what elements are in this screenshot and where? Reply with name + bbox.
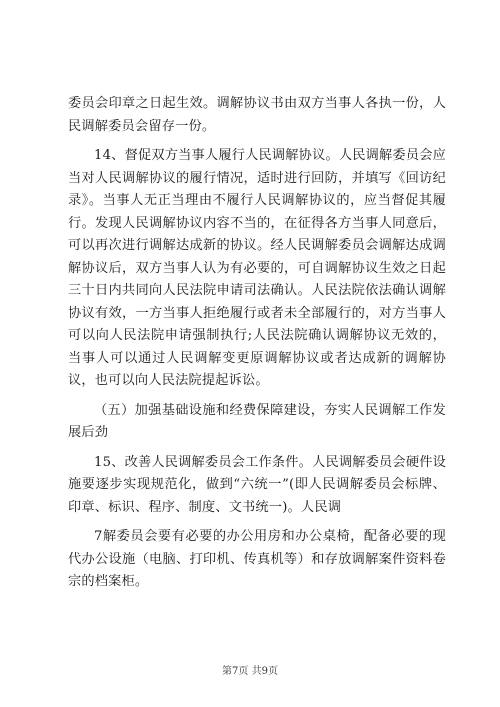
paragraph-item-15: 15、改善人民调解委员会工作条件。人民调解委员会硬件设施要逐步实现规范化，做到“六统一”(即人民调解委员会标牌、印章、标识、程序、制度、文书统一)。人民调 bbox=[68, 454, 446, 515]
paragraph-continuation: 委员会印章之日起生效。调解协议书由双方当事人各执一份，人民调解委员会留存一份。 bbox=[68, 96, 446, 134]
document-body bbox=[68, 93, 446, 594]
paragraph-item-14: 14、督促双方当事人履行人民调解协议。人民调解委员会应当对人民调解协议的履行情况，适时进行回防，并填写《回访纪录》。当事人无正当理由不履行人民调解协议的，应当督促其履行。发现人民调解协议内容不当的，在征得各方当事人同意后，可以再次进行调解达成新的协议。经人民调解委员会调解达成调解协议后，双方当事人认为有必要的，可自调解协议生效之日起三十日内共同向人民法院申请司法确认。人民法院依法确认调解协议有效，一方当事人拒绝履行或者未全部履行的，对方当事人可以向人民法院申请强制执行;人民法院确认调解协议无效的，当事人可以通过人民调解变更原调解协议或者达成新的调解协议，也可以向人民法院提起诉讼。 bbox=[68, 148, 446, 388]
page-footer: 第7页 共9页 bbox=[222, 666, 278, 677]
paragraph-page-7-continuation: 7解委员会要有必要的办公用房和办公桌椅，配备必要的现代办公设施（电脑、打印机、传真机等）和存放调解案件资料卷宗的档案柜。 bbox=[68, 529, 446, 589]
section-heading-5: （五）加强基础设施和经费保障建设，夯实人民调解工作发展后劲 bbox=[68, 402, 446, 440]
